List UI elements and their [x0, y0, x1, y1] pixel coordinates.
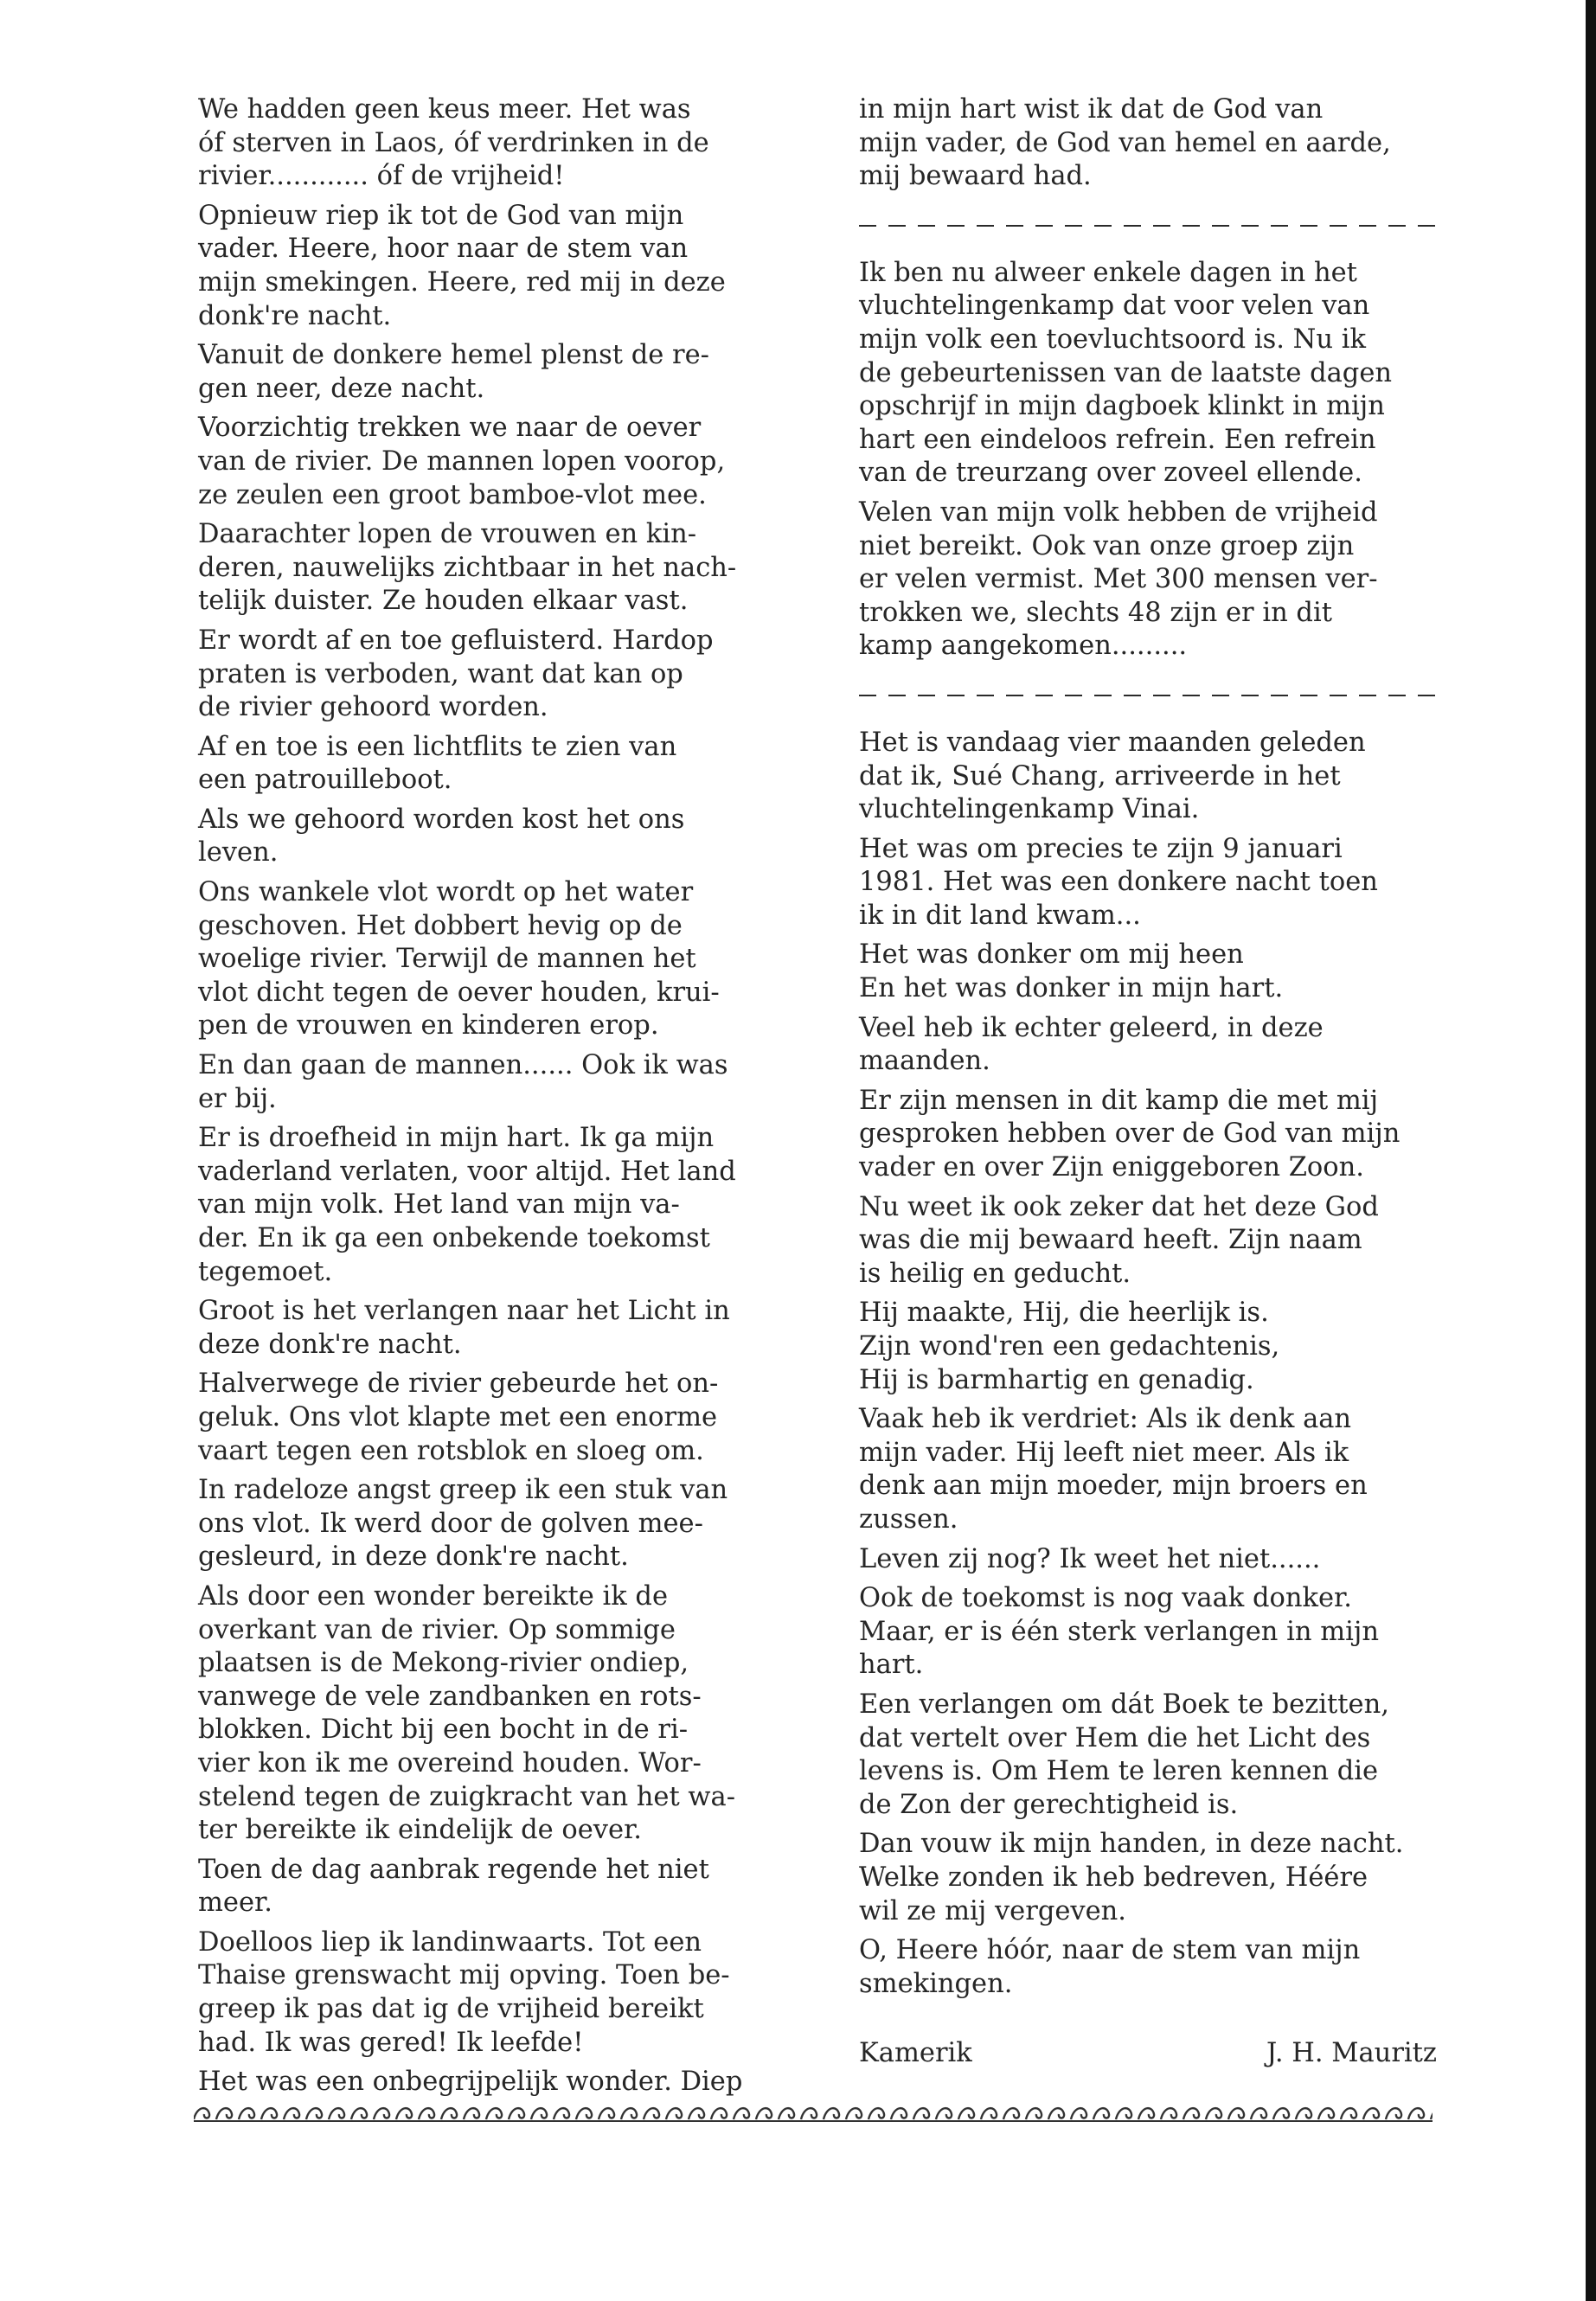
text-line: Als door een wonder bereikte ik de — [198, 1580, 668, 1612]
paragraph — [859, 93, 1437, 194]
paragraph — [859, 727, 1437, 827]
text-line: Af en toe is een lichtflits te zien van — [198, 731, 677, 762]
text-line: denk aan mijn moeder, mijn broers en — [859, 1471, 1368, 1502]
text-line: blokken. Dicht bij een bocht in de ri- — [198, 1715, 689, 1746]
ornamental-border — [194, 2104, 1433, 2126]
text-line: van mijn volk. Het land van mijn va- — [198, 1189, 680, 1221]
text-line: óf sterven in Laos, óf verdrinken in de — [198, 127, 709, 158]
right-section-continuation — [859, 93, 1437, 194]
text-line: ter bereikte ik eindelijk de oever. — [198, 1815, 643, 1846]
paragraph — [859, 497, 1437, 663]
text-line: Doelloos liep ik landinwaarts. Tot een — [198, 1926, 702, 1958]
text-line: er velen vermist. Met 300 mensen ver- — [859, 564, 1378, 595]
text-line: vier kon ik me overeind houden. Wor- — [198, 1747, 702, 1779]
text-line: hart een eindeloos refrein. Een refrein — [859, 424, 1376, 455]
text-line: in mijn hart wist ik dat de God van — [859, 94, 1324, 125]
paragraph — [198, 1049, 769, 1116]
paragraph — [859, 1012, 1437, 1079]
paragraph — [198, 339, 769, 406]
text-line: woelige rivier. Terwijl de mannen het — [198, 944, 696, 975]
text-line: Veel heb ik echter geleerd, in deze — [859, 1012, 1324, 1043]
signature-author: J. H. Mauritz — [1266, 2038, 1437, 2069]
text-line: mijn vader. Hij leeft niet meer. Als ik — [859, 1437, 1349, 1468]
paragraph — [859, 1689, 1437, 1822]
text-line: ik in dit land kwam... — [859, 900, 1141, 931]
paragraph — [198, 2066, 769, 2099]
section-divider-dashes — [859, 225, 1437, 227]
text-line: Een verlangen om dát Boek te bezitten, — [859, 1689, 1389, 1720]
text-line: ze zeulen een groot bamboe-vlot mee. — [198, 479, 707, 510]
text-line: Er zijn mensen in dit kamp die met mij — [859, 1085, 1379, 1116]
text-line: donk're nacht. — [198, 300, 392, 331]
text-line: Als we gehoord worden kost het ons — [198, 804, 685, 835]
text-line: opschrijf in mijn dagboek klinkt in mijn — [859, 391, 1385, 422]
text-line: vlot dicht tegen de oever houden, krui- — [198, 977, 720, 1008]
paragraph — [859, 1828, 1437, 1928]
text-line: Het was donker om mij heen — [859, 939, 1244, 971]
paragraph — [198, 1122, 769, 1289]
text-line: de Zon der gerechtigheid is. — [859, 1789, 1239, 1820]
text-line: Hij maakte, Hij, die heerlijk is. — [859, 1298, 1269, 1329]
paragraph — [859, 1297, 1437, 1397]
text-line: gesleurd, in deze donk're nacht. — [198, 1541, 629, 1573]
text-line: zussen. — [859, 1503, 958, 1535]
text-line: deze donk're nacht. — [198, 1329, 462, 1360]
text-line: had. Ik was gered! Ik leefde! — [198, 2027, 584, 2058]
text-line: levens is. Om Hem te leren kennen die — [859, 1756, 1379, 1787]
text-line: trokken we, slechts 48 zijn er in dit — [859, 597, 1332, 628]
text-line: Welke zonden ik heb bedreven, Héére — [859, 1862, 1368, 1893]
text-line: vaderland verlaten, voor altijd. Het land — [198, 1156, 736, 1187]
text-line: Er is droefheid in mijn hart. Ik ga mijn — [198, 1123, 715, 1154]
paragraph — [859, 1543, 1437, 1577]
text-line: Leven zij nog? Ik weet het niet...... — [859, 1543, 1321, 1574]
text-line: Ik ben nu alweer enkele dagen in het — [859, 257, 1357, 288]
text-line: smekingen. — [859, 1968, 1013, 1999]
paragraph — [859, 257, 1437, 490]
text-line: pen de vrouwen en kinderen erop. — [198, 1010, 659, 1042]
text-line: Velen van mijn volk hebben de vrijheid — [859, 497, 1378, 528]
text-line: We hadden geen keus meer. Het was — [198, 94, 691, 125]
text-line: leven. — [198, 837, 279, 868]
text-line: vaart tegen een rotsblok en sloeg om. — [198, 1435, 704, 1466]
paragraph — [859, 833, 1437, 933]
text-line: er bij. — [198, 1083, 277, 1114]
text-line: Toen de dag aanbrak regende het niet — [198, 1854, 709, 1885]
text-line: greep ik pas dat ig de vrijheid bereikt — [198, 1994, 704, 2025]
text-line: van de treurzang over zoveel ellende. — [859, 458, 1362, 489]
text-line: Nu weet ik ook zeker dat het deze God — [859, 1191, 1379, 1222]
section-divider-dashes — [859, 695, 1437, 696]
text-line: vader. Heere, hoor naar de stem van — [198, 234, 689, 265]
text-line: 1981. Het was een donkere nacht toen — [859, 867, 1378, 898]
right-column — [859, 93, 1437, 2071]
text-line: dat vertelt over Hem die het Licht des — [859, 1722, 1371, 1753]
paragraph — [198, 1926, 769, 2060]
text-line: kamp aangekomen......... — [859, 631, 1188, 662]
text-line: geschoven. Het dobbert hevig op de — [198, 910, 683, 941]
text-line: tegemoet. — [198, 1256, 333, 1287]
paragraph — [198, 518, 769, 619]
text-line: is heilig en geducht. — [859, 1258, 1131, 1289]
text-line: Het is vandaag vier maanden geleden — [859, 727, 1366, 758]
text-line: niet bereikt. Ook van onze groep zijn — [859, 530, 1355, 561]
text-line: van de rivier. De mannen lopen voorop, — [198, 445, 726, 477]
text-line: ons vlot. Ik werd door de golven mee- — [198, 1508, 703, 1539]
scan-edge-bar — [1586, 0, 1596, 2301]
text-line: stelend tegen de zuigkracht van het wa- — [198, 1781, 736, 1812]
text-line: de gebeurtenissen van de laatste dagen — [859, 357, 1393, 388]
paragraph — [198, 1854, 769, 1920]
text-line: wil ze mij vergeven. — [859, 1895, 1127, 1926]
left-column — [198, 93, 769, 2106]
text-line: vluchtelingenkamp dat voor velen van — [859, 291, 1370, 322]
text-line: een patrouilleboot. — [198, 765, 452, 796]
paragraph — [198, 1580, 769, 1848]
paragraph — [198, 412, 769, 512]
text-line: maanden. — [859, 1046, 990, 1077]
text-line: deren, nauwelijks zichtbaar in het nach- — [198, 552, 737, 583]
paragraph — [198, 200, 769, 333]
paragraph — [859, 1403, 1437, 1536]
paragraph — [198, 804, 769, 870]
text-line: overkant van de rivier. Op sommige — [198, 1614, 676, 1645]
text-line: Opnieuw riep ik tot de God van mijn — [198, 200, 684, 231]
text-line: Groot is het verlangen naar het Licht in — [198, 1296, 730, 1327]
text-line: vanwege de vele zandbanken en rots- — [198, 1681, 702, 1712]
right-section-camp — [859, 257, 1437, 663]
paragraph — [198, 1295, 769, 1362]
paragraph — [198, 731, 769, 798]
text-line: Dan vouw ik mijn handen, in deze nacht. — [859, 1829, 1404, 1860]
text-line: mijn volk een toevluchtsoord is. Nu ik — [859, 324, 1366, 355]
paragraph — [198, 93, 769, 194]
text-line: O, Heere hóór, naar de stem van mijn — [859, 1935, 1361, 1966]
right-section-diary — [859, 727, 1437, 2001]
text-line: Het was om precies te zijn 9 januari — [859, 833, 1343, 864]
text-line: Daarachter lopen de vrouwen en kin- — [198, 519, 697, 550]
paragraph — [859, 939, 1437, 1005]
text-line: Vanuit de donkere hemel plenst de re- — [198, 340, 709, 371]
text-line: In radeloze angst greep ik een stuk van — [198, 1475, 728, 1506]
paragraph — [198, 1474, 769, 1574]
text-line: praten is verboden, want dat kan op — [198, 658, 683, 689]
text-line: Thaise grenswacht mij opving. Toen be- — [198, 1960, 730, 1991]
text-line: Zijn wond'ren een gedachtenis, — [859, 1331, 1280, 1362]
signature-place: Kamerik — [859, 2038, 972, 2069]
text-line: rivier............ óf de vrijheid! — [198, 161, 565, 192]
paragraph — [859, 1085, 1437, 1185]
text-line: telijk duister. Ze houden elkaar vast. — [198, 586, 689, 617]
text-line: vluchtelingenkamp Vinai. — [859, 794, 1200, 825]
text-line: hart. — [859, 1650, 924, 1681]
text-line: Ook de toekomst is nog vaak donker. — [859, 1583, 1352, 1614]
text-line: gen neer, deze nacht. — [198, 373, 485, 404]
text-line: Maar, er is één sterk verlangen in mijn — [859, 1616, 1380, 1647]
paragraph — [859, 1934, 1437, 2001]
paragraph — [198, 1368, 769, 1468]
text-line: was die mij bewaard heeft. Zijn naam — [859, 1225, 1362, 1256]
text-line: Voorzichtig trekken we naar de oever — [198, 413, 702, 444]
text-line: Halverwege de rivier gebeurde het on- — [198, 1368, 719, 1400]
text-line: Vaak heb ik verdriet: Als ik denk aan — [859, 1404, 1352, 1435]
paragraph — [198, 876, 769, 1043]
text-line: geluk. Ons vlot klapte met een enorme — [198, 1401, 718, 1433]
text-line: mij bewaard had. — [859, 161, 1092, 192]
text-line: gesproken hebben over de God van mijn — [859, 1118, 1401, 1150]
text-line: mijn smekingen. Heere, red mij in deze — [198, 266, 726, 298]
paragraph — [198, 625, 769, 725]
text-line: vader en over Zijn eniggeboren Zoon. — [859, 1152, 1364, 1183]
signature-line — [859, 2037, 1437, 2071]
text-line: Er wordt af en toe gefluisterd. Hardop — [198, 625, 714, 656]
text-line: Ons wankele vlot wordt op het water — [198, 877, 694, 908]
text-line: meer. — [198, 1888, 272, 1919]
ornament-wave — [194, 2108, 1433, 2119]
paragraph — [859, 1582, 1437, 1682]
text-line: plaatsen is de Mekong-rivier ondiep, — [198, 1648, 689, 1679]
text-line: mijn vader, de God van hemel en aarde, — [859, 127, 1391, 158]
text-line: dat ik, Sué Chang, arriveerde in het — [859, 760, 1341, 792]
text-line: Hij is barmhartig en genadig. — [859, 1364, 1254, 1395]
text-line: Het was een onbegrijpelijk wonder. Diep — [198, 2067, 743, 2098]
text-line: de rivier gehoord worden. — [198, 692, 548, 723]
text-line: En het was donker in mijn hart. — [859, 973, 1284, 1004]
text-line: der. En ik ga een onbekende toekomst — [198, 1223, 710, 1253]
paragraph — [859, 1191, 1437, 1292]
text-line: En dan gaan de mannen...... Ook ik was — [198, 1050, 728, 1081]
